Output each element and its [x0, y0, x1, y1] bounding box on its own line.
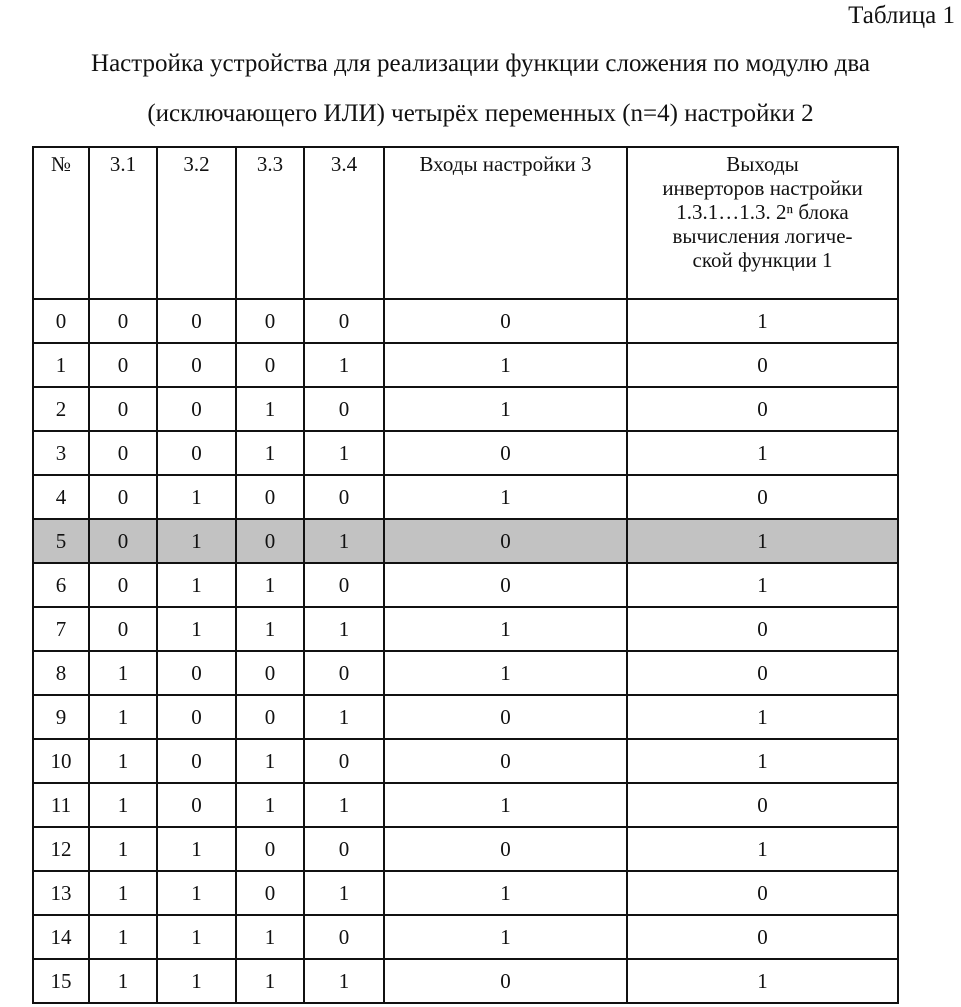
table-row	[33, 739, 898, 783]
cell-3-3: 0	[236, 827, 304, 871]
cell-number: 2	[33, 387, 89, 431]
cell-outputs: 1	[627, 959, 898, 1003]
header-outputs	[627, 147, 898, 299]
cell-outputs: 1	[627, 563, 898, 607]
cell-3-4: 0	[304, 475, 384, 519]
cell-3-1: 0	[89, 519, 157, 563]
cell-3-1: 0	[89, 431, 157, 475]
cell-3-3: 0	[236, 343, 304, 387]
cell-outputs: 0	[627, 475, 898, 519]
cell-inputs: 1	[384, 871, 627, 915]
table-title-line-2: (исключающего ИЛИ) четырёх переменных (n=4) настройки 2	[147, 100, 814, 127]
cell-3-3: 1	[236, 959, 304, 1003]
cell-outputs: 1	[627, 695, 898, 739]
table-row	[33, 915, 898, 959]
cell-3-3: 0	[236, 519, 304, 563]
cell-3-2: 1	[157, 475, 236, 519]
cell-3-1: 1	[89, 739, 157, 783]
cell-3-4: 0	[304, 739, 384, 783]
header-outputs-line: 1.3.1…1.3. 2ⁿ блока	[676, 200, 849, 224]
cell-inputs: 1	[384, 343, 627, 387]
cell-number: 6	[33, 563, 89, 607]
header-inputs: Входы настройки 3	[384, 147, 627, 299]
cell-3-2: 1	[157, 959, 236, 1003]
cell-number: 15	[33, 959, 89, 1003]
cell-3-4: 1	[304, 695, 384, 739]
cell-number: 9	[33, 695, 89, 739]
table-row	[33, 519, 898, 563]
cell-outputs: 0	[627, 783, 898, 827]
table-row	[33, 783, 898, 827]
cell-3-4: 0	[304, 387, 384, 431]
cell-inputs: 1	[384, 387, 627, 431]
table-row	[33, 475, 898, 519]
table-row	[33, 827, 898, 871]
cell-number: 11	[33, 783, 89, 827]
cell-outputs: 0	[627, 871, 898, 915]
header-row	[33, 147, 898, 299]
cell-3-3: 0	[236, 651, 304, 695]
header-number: №	[33, 147, 89, 299]
cell-3-4: 1	[304, 871, 384, 915]
cell-3-2: 0	[157, 695, 236, 739]
cell-inputs: 0	[384, 827, 627, 871]
header-3-4: 3.4	[304, 147, 384, 299]
cell-3-4: 1	[304, 607, 384, 651]
cell-outputs: 0	[627, 387, 898, 431]
table-row	[33, 431, 898, 475]
cell-number: 10	[33, 739, 89, 783]
cell-3-2: 0	[157, 299, 236, 343]
cell-3-1: 1	[89, 915, 157, 959]
cell-3-1: 0	[89, 607, 157, 651]
cell-inputs: 0	[384, 739, 627, 783]
cell-3-4: 0	[304, 915, 384, 959]
cell-3-2: 1	[157, 607, 236, 651]
cell-3-3: 1	[236, 607, 304, 651]
cell-3-2: 1	[157, 915, 236, 959]
header-3-2: 3.2	[157, 147, 236, 299]
table-row	[33, 563, 898, 607]
cell-inputs: 0	[384, 695, 627, 739]
cell-3-2: 0	[157, 739, 236, 783]
cell-3-4: 1	[304, 519, 384, 563]
cell-3-4: 1	[304, 343, 384, 387]
cell-number: 8	[33, 651, 89, 695]
cell-number: 12	[33, 827, 89, 871]
cell-3-2: 0	[157, 651, 236, 695]
cell-outputs: 1	[627, 299, 898, 343]
table-row	[33, 387, 898, 431]
cell-outputs: 0	[627, 651, 898, 695]
cell-inputs: 1	[384, 651, 627, 695]
cell-3-3: 1	[236, 387, 304, 431]
cell-3-4: 1	[304, 431, 384, 475]
cell-3-4: 1	[304, 783, 384, 827]
cell-3-2: 0	[157, 343, 236, 387]
cell-number: 3	[33, 431, 89, 475]
cell-3-3: 1	[236, 739, 304, 783]
cell-3-2: 1	[157, 871, 236, 915]
cell-3-1: 1	[89, 651, 157, 695]
cell-number: 4	[33, 475, 89, 519]
cell-3-2: 1	[157, 563, 236, 607]
cell-3-2: 1	[157, 519, 236, 563]
table-row	[33, 651, 898, 695]
cell-number: 7	[33, 607, 89, 651]
cell-inputs: 0	[384, 563, 627, 607]
cell-outputs: 0	[627, 915, 898, 959]
cell-3-1: 0	[89, 387, 157, 431]
cell-3-1: 0	[89, 475, 157, 519]
cell-3-2: 1	[157, 827, 236, 871]
header-outputs-line: ской функции 1	[692, 248, 833, 272]
cell-3-3: 1	[236, 431, 304, 475]
cell-number: 13	[33, 871, 89, 915]
cell-3-3: 0	[236, 299, 304, 343]
cell-outputs: 1	[627, 431, 898, 475]
header-3-3: 3.3	[236, 147, 304, 299]
cell-3-3: 1	[236, 563, 304, 607]
table-row	[33, 959, 898, 1003]
table-title-line-1: Настройка устройства для реализации функции сложения по модулю два	[91, 50, 870, 77]
cell-3-2: 0	[157, 387, 236, 431]
cell-number: 14	[33, 915, 89, 959]
cell-3-1: 1	[89, 871, 157, 915]
header-outputs-line: инверторов настройки	[662, 176, 863, 200]
cell-inputs: 0	[384, 519, 627, 563]
cell-outputs: 1	[627, 827, 898, 871]
cell-3-3: 1	[236, 915, 304, 959]
cell-outputs: 0	[627, 343, 898, 387]
cell-3-1: 1	[89, 783, 157, 827]
truth-table	[32, 146, 899, 1004]
cell-outputs: 0	[627, 607, 898, 651]
cell-outputs: 1	[627, 739, 898, 783]
cell-3-1: 0	[89, 563, 157, 607]
cell-3-1: 0	[89, 343, 157, 387]
table-label: Таблица 1	[848, 2, 955, 29]
header-outputs-line: вычисления логиче-	[672, 224, 853, 248]
cell-inputs: 1	[384, 915, 627, 959]
cell-number: 1	[33, 343, 89, 387]
cell-inputs: 1	[384, 607, 627, 651]
header-3-1: 3.1	[89, 147, 157, 299]
cell-inputs: 1	[384, 783, 627, 827]
cell-outputs: 1	[627, 519, 898, 563]
cell-3-4: 0	[304, 651, 384, 695]
cell-3-4: 1	[304, 959, 384, 1003]
table-body	[33, 299, 898, 1003]
cell-inputs: 0	[384, 959, 627, 1003]
cell-inputs: 0	[384, 431, 627, 475]
cell-3-2: 0	[157, 431, 236, 475]
cell-number: 0	[33, 299, 89, 343]
cell-3-1: 1	[89, 827, 157, 871]
table-row	[33, 695, 898, 739]
header-outputs-line: Выходы	[726, 152, 799, 176]
cell-3-3: 0	[236, 475, 304, 519]
cell-3-4: 0	[304, 563, 384, 607]
table-row	[33, 871, 898, 915]
cell-3-4: 0	[304, 299, 384, 343]
cell-3-3: 0	[236, 871, 304, 915]
table-row	[33, 343, 898, 387]
cell-3-1: 1	[89, 695, 157, 739]
cell-3-2: 0	[157, 783, 236, 827]
cell-number: 5	[33, 519, 89, 563]
cell-inputs: 0	[384, 299, 627, 343]
cell-3-1: 1	[89, 959, 157, 1003]
cell-inputs: 1	[384, 475, 627, 519]
cell-3-3: 1	[236, 783, 304, 827]
cell-3-1: 0	[89, 299, 157, 343]
table-row	[33, 607, 898, 651]
table-row	[33, 299, 898, 343]
cell-3-3: 0	[236, 695, 304, 739]
cell-3-4: 0	[304, 827, 384, 871]
